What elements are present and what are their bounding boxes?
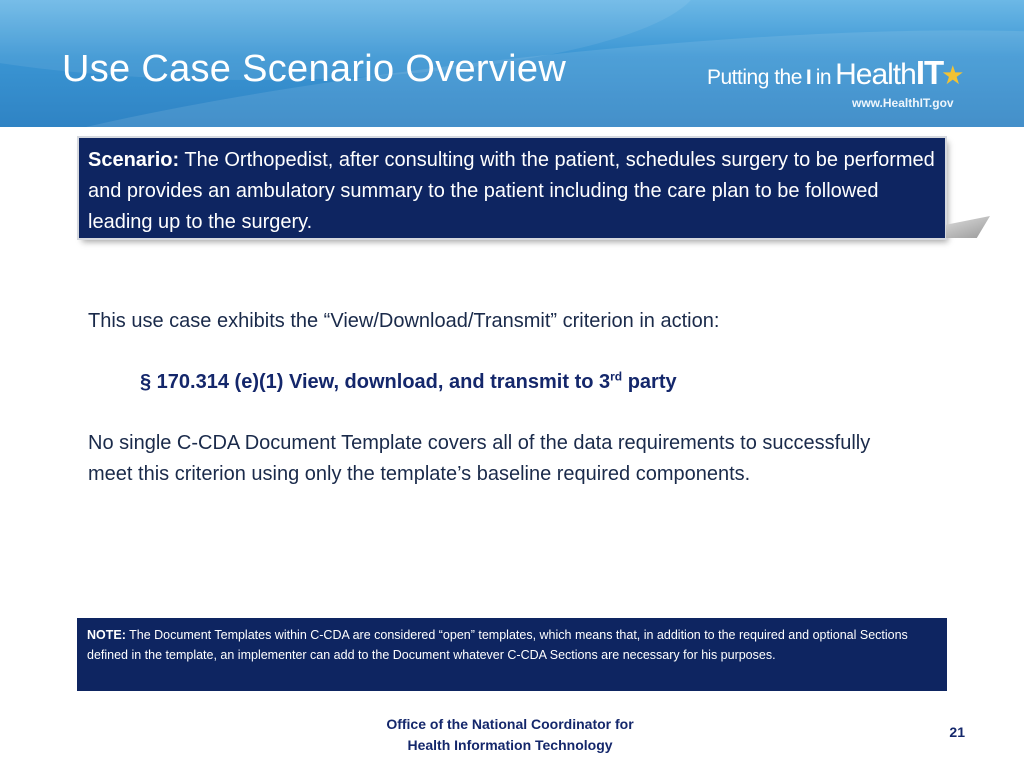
logo-text-health: Health xyxy=(835,58,916,91)
note-box xyxy=(77,618,947,691)
note-label: NOTE: xyxy=(87,628,126,642)
criterion-superscript: rd xyxy=(610,369,623,384)
footer-org-line1: Office of the National Coordinator for xyxy=(386,716,634,732)
star-icon: ★ xyxy=(941,60,965,90)
footer-org-line2: Health Information Technology xyxy=(407,737,613,753)
conclusion-paragraph: No single C-CDA Document Template covers all of the data requirements to successfully meet this criterion using only the template’s baseline required components. xyxy=(88,432,871,485)
logo-url: www.HealthIT.gov xyxy=(852,96,954,110)
note-description: The Document Templates within C-CDA are considered “open” templates, which means that, in addition to the required and optional Sections defined in the template, an implementer can add to the Document whatever C-CDA Sections are necessary for his purposes. xyxy=(87,628,908,662)
logo-text-putting: Putting the xyxy=(707,66,802,89)
footer-organization xyxy=(360,714,660,756)
slide-header xyxy=(0,0,1024,127)
page-number: 21 xyxy=(949,724,965,740)
criterion-main: § 170.314 (e)(1) View, download, and transmit to 3 xyxy=(140,371,611,393)
logo-text-in: in xyxy=(815,66,832,89)
intro-paragraph: This use case exhibits the “View/Download/Transmit” criterion in action: xyxy=(88,310,720,332)
slide-title: Use Case Scenario Overview xyxy=(62,48,567,90)
scenario-label: Scenario: xyxy=(88,149,180,171)
healthit-logo xyxy=(707,54,1007,114)
logo-text-i: I xyxy=(805,66,812,89)
box-shadow-accent xyxy=(946,216,990,238)
scenario-text xyxy=(88,145,940,238)
note-text xyxy=(87,625,937,665)
criterion-end: party xyxy=(622,371,677,393)
scenario-description: The Orthopedist, after consulting with the patient, schedules surgery to be performed and provides an ambulatory summary to the patient including the care plan to be followed leading up to the surgery. xyxy=(88,149,935,233)
criterion-line xyxy=(140,367,677,398)
scenario-box xyxy=(79,138,945,238)
logo-text-it: IT xyxy=(915,54,944,91)
